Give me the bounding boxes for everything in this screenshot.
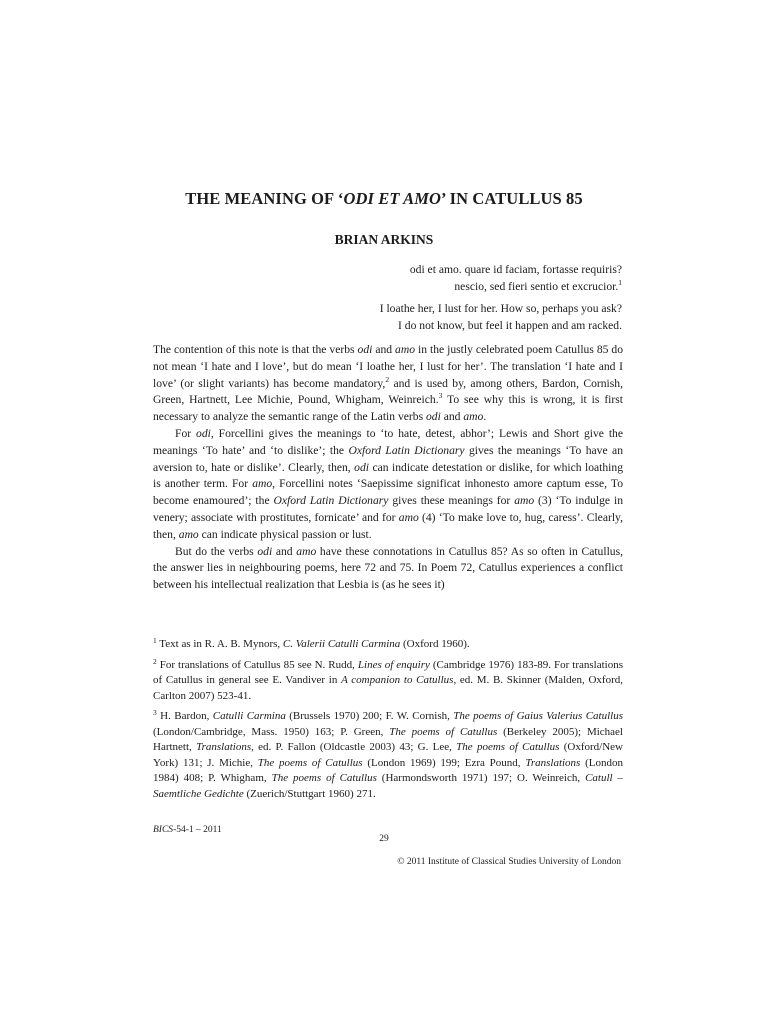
english-line-2: I do not know, but feel it happen and am racked. xyxy=(398,319,622,332)
footnote-number: 2 xyxy=(153,656,157,666)
footnote-ref-2[interactable]: 2 xyxy=(385,374,390,384)
english-line-1: I loathe her, I lust for her. How so, perhaps you ask? xyxy=(379,302,622,315)
article-body xyxy=(153,342,623,594)
article-author: BRIAN ARKINS xyxy=(334,232,434,247)
footnotes xyxy=(153,637,623,807)
page-number: 29 xyxy=(379,834,389,844)
title-text-end: ’ IN CATULLUS 85 xyxy=(441,189,583,208)
body-paragraph-3: But do the verbs odi and amo have these connotations in Catullus 85? As so often in Catullus, the answer lies in neighbouring poems, here 72 and 75. In Poem 72, Catullus experiences a conflict between his intellectual realization that Lesbia is (as he sees it) xyxy=(153,544,624,592)
english-translation xyxy=(380,300,622,334)
footnote-ref-1[interactable]: 1 xyxy=(618,278,622,287)
latin-line-2: nescio, sed fieri sentio et excrucior.$^1$ xyxy=(454,278,622,293)
footnote-ref-3[interactable]: 3 xyxy=(438,391,443,401)
body-paragraph-1: The contention of this note is that the verbs odi and amo in the justly celebrated poem Catullus 85 do not mean ‘I hate and I love’, but do mean ‘I loathe her, I lust for her’. The translation ‘I hate and I love’ (or slight variants) has become mandatory,$^2$ and is used by, among others, Bardon, Cornish, Green, Hartnett, Lee Michie, Pound, Whigham, Weinreich.$^3$ To see why this is wrong, it is first necessary to analyze the semantic range of the Latin verbs odi and amo. xyxy=(153,343,623,424)
footnote-2: $^2$ For translations of Catullus 85 see N. Rudd, Lines of enquiry (Cambridge 1976) 183-89. For translations of Catullus in general see E. Vandiver in A companion to Catullus, ed. M. B. Skinner (Malden, Oxford, Carlton 2007) 523-41. xyxy=(153,656,623,702)
title-text: THE MEANING OF ‘ xyxy=(185,189,344,208)
article-title xyxy=(0,189,768,209)
body-paragraph-2: For odi, Forcellini gives the meanings to ‘to hate, detest, abhor’; Lewis and Short give the meanings ‘To hate’ and ‘to dislike’; the Oxford Latin Dictionary gives the meanings ‘To have an aversion to, hate or dislike’. Clearly, then, odi can indicate detestation or dislike, for which loathing is another term. For amo, Forcellini notes ‘Saepissime significat inhonesto amore captum esse, To become enamoured’; the Oxford Latin Dictionary gives these meanings for amo (3) ‘To indulge in venery; associate with prostitutes, fornicate’ and for amo (4) ‘To make love to, hug, caress’. Clearly, then, amo can indicate physical passion or lust. xyxy=(153,426,624,541)
footnote-number: 3 xyxy=(153,708,157,717)
footnote-number: 1 xyxy=(153,636,157,645)
journal-reference: BICS-54-1 – 2011 xyxy=(153,825,222,835)
title-italic-text: ODI ET AMO xyxy=(343,189,442,208)
footnote-1: $^1$ Text as in R. A. B. Mynors, C. Valerii Catulli Carmina (Oxford 1960). xyxy=(153,636,470,650)
latin-epigraph xyxy=(410,261,622,295)
footnote-3: $^3$ H. Bardon, Catulli Carmina (Brussels 1970) 200; F. W. Cornish, The poems of Gaius Valerius Catullus (London/Cambridge, Mass. 1950) 163; P. Green, The poems of Catullus (Berkeley 2005); Michael Hartnett, Translations, ed. P. Fallon (Oldcastle 2003) 43; G. Lee, The poems of Catullus (Oxford/New York) 131; J. Michie, The poems of Catullus (London 1969) 199; Ezra Pound, Translations (London 1984) 408; P. Whigham, The poems of Catullus (Harmondsworth 1971) 197; O. Weinreich, Catull – Saemtliche Gedichte (Zuerich/Stuttgart 1960) 271. xyxy=(153,708,624,800)
copyright-notice: © 2011 Institute of Classical Studies University of London xyxy=(397,857,621,867)
latin-line-1: odi et amo. quare id faciam, fortasse requiris? xyxy=(409,263,622,276)
